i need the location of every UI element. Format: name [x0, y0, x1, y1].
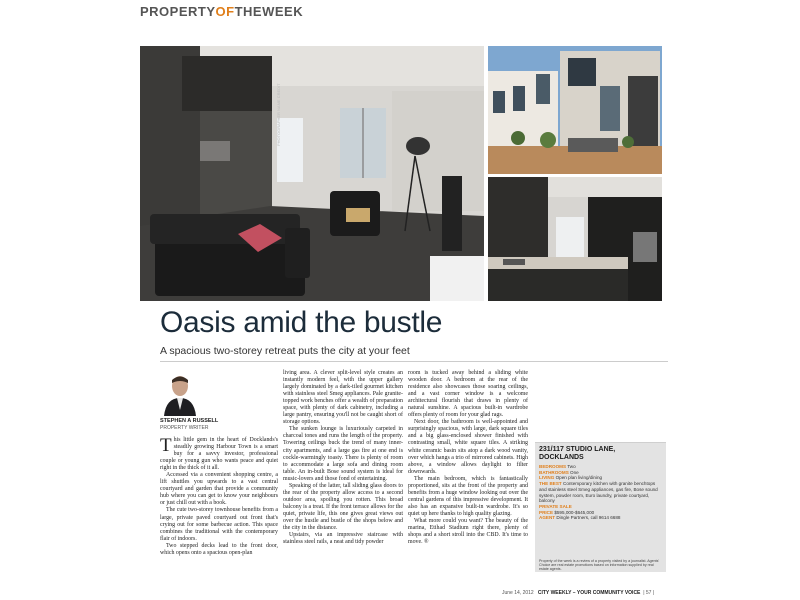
paragraph: Speaking of the latter, tall sliding glass doors to the rear of the property allow access to a second outdoor area, spoiling you rotten. This broad balcony is a treat. If the front terrace allows for the quiet, private life, this one gives great views out over the hustle and bustle of the shops below and the city in the distance. [283, 482, 403, 532]
paragraph: Next door, the bathroom is well-appointed and surprisingly spacious, with large, dark square tiles and a big glass-enclosed shower finished with contrasting small, white square tiles. A striking white ceramic basin sits atop a dark wood vanity, over which hangs a trio of mirrored cabinets. High above, a window allows daylight to filter downwards. [408, 419, 528, 475]
paragraph: Accessed via a convenient shopping centre, a lift shuttles you upwards to a vast central courtyard and garden that provide a community hub where you can get to know your neighbours or just chill out with a book. [160, 472, 278, 507]
fact-box-disclaimer: Property of the week is a review of a property visited by a journalist. Agents' Choice are real estate promotions based on information supplied by real estate agents. [539, 559, 660, 572]
fact-line: BEDROOMS Two [539, 464, 576, 469]
subheadline: A spacious two-storey retreat puts the city at your feet [160, 345, 410, 357]
page-footer [502, 590, 654, 596]
paragraph: The main bedroom, which is fantastically proportioned, sits at the front of the property and benefits from a huge window looking out over the central gardens of this impressive development. It also has an expansive built-in wardrobe. It's so quiet up here thanks to high quality glazing. [408, 475, 528, 517]
paragraph: living area. A clever split-level style creates an instantly modern feel, with the upper gallery largely dominated by a dark-tiled gourmet kitchen with stainless steel Smeg appliances. Pale granite-topped work benches offer a wealth of preparation space, with plenty of dark cabinetry, including a large pantry, ensuring you'll not be caught short of storage options. [283, 370, 403, 426]
fact-line: LIVING Open plan living/dining [539, 475, 603, 481]
property-fact-box [535, 442, 666, 572]
divider-rule [160, 361, 668, 362]
header-property: PROPERTY [140, 4, 216, 19]
fact-line: BATHROOMS One [539, 469, 579, 475]
headline: Oasis amid the bustle [160, 306, 443, 339]
fact-line: PRICE $595,000-$645,000 [539, 509, 595, 515]
courtyard-exterior-photo [488, 46, 662, 174]
paragraph: The cute two-storey townhouse benefits from a large, private paved courtyard out front that's crying out for some barbecue action. This space combines the traditional with the contemporary flair of indoors. [160, 507, 278, 542]
fact-box-title: 231/117 STUDIO LANE, DOCKLANDS [539, 446, 616, 461]
paragraph: What more could you want? The beauty of the marina, Etihad Stadium right there, plenty of shops and a short stroll into the CBD. It's time to move. ® [408, 517, 528, 546]
article-column-1 [160, 437, 278, 557]
paragraph: Upstairs, via an impressive staircase with stainless steel rails, a neat and tidy powder [283, 532, 403, 546]
article-column-2 [283, 370, 403, 546]
section-header [140, 4, 303, 19]
article-column-3 [408, 370, 528, 546]
paragraph: The sunken lounge is luxuriously carpeted in charcoal tones and runs the length of the property. Towering ceilings buck the trend of many inner-city apartments, and a large gas fire at one end is cockle-warmingly toasty. There is plenty of room to accommodate a large sofa and dining room table. An in-built Bose sound system is ideal for music-lovers and those fond of entertaining. [283, 426, 403, 482]
photo-credit: PHOTOGRAPHER NAME CREDIT [276, 83, 281, 146]
paragraph: Two stepped decks lead to the front door, which opens onto a spacious open-plan [160, 542, 278, 556]
footer-publication: CITY WEEKLY – YOUR COMMUNITY VOICE [537, 590, 641, 596]
author-name: STEPHEN A RUSSELL [160, 418, 219, 424]
author-role: PROPERTY WRITER [160, 425, 209, 431]
header-of: OF [215, 4, 235, 19]
footer-page-number: | 57 | [643, 590, 655, 596]
author-photo [160, 370, 200, 416]
magazine-page [130, 0, 670, 600]
main-living-room-photo [140, 46, 484, 301]
paragraph: room is tucked away behind a sliding white wooden door. A bedroom at the rear of the residence also showcases those soaring ceilings, and a vast corner window is a welcome architectural flourish that draws in plenty of natural sunshine. A spacious built-in wardrobe offers plenty of room for your glad rags. [408, 370, 528, 419]
fact-line: PRIVATE SALE [539, 503, 572, 509]
fact-line: THE BEST Contemporary kitchen with granite benchtops and stainless steel Smeg appliances, gas fire, Bose sound system, powder room, Euro laundry, private courtyard, balcony [539, 481, 658, 504]
fact-box-details [539, 464, 664, 521]
fact-line: AGENT Dingle Partners, call 9614 6688 [539, 515, 621, 521]
header-the-week: THEWEEK [234, 4, 304, 19]
drop-cap: T [160, 435, 172, 456]
footer-date: June 14, 2012 [502, 590, 534, 596]
kitchen-photo [488, 177, 662, 301]
paragraph: This little gem in the heart of Docklands's steadily growing Harbour Town is a smart buy for a savvy investor, professional couple or young gun who wants peace and quiet right in the thick of it all. [160, 435, 278, 472]
